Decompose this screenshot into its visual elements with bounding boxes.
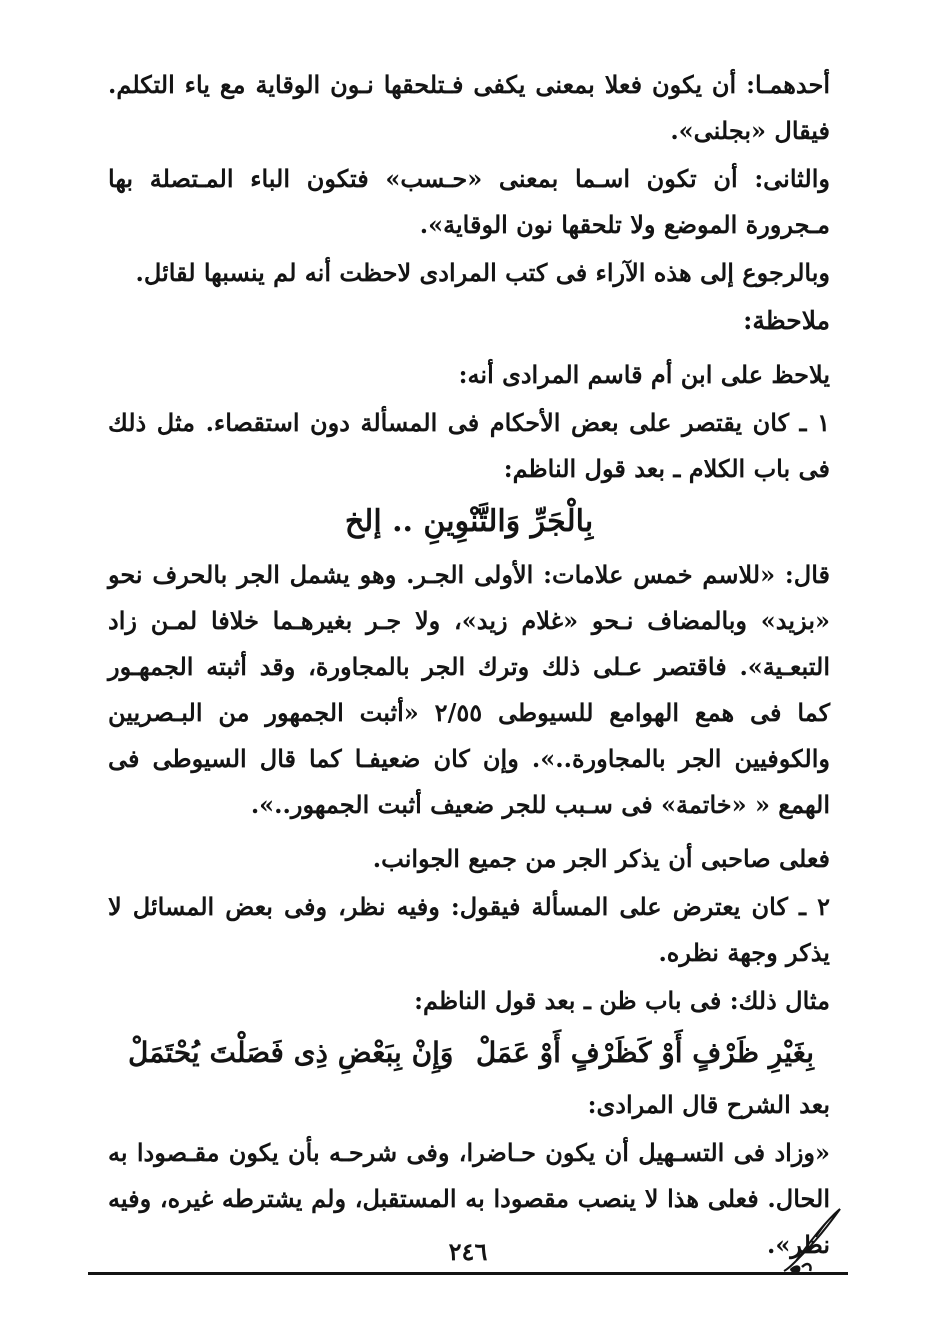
conclusion-paragraph: فعلى صاحبى أن يذكر الجر من جميع الجوانب. bbox=[372, 844, 830, 873]
paragraph-first-view: أحدهمـا: أن يكون فعلا بمعنى يكفى فـتلحقها نـون الوقاية مع ياء التكلم. فيقال «بجلنى». bbox=[108, 70, 830, 145]
example-intro: مثال ذلك: فى باب ظن ـ بعد قول الناظم: bbox=[414, 986, 830, 1015]
footer-rule bbox=[88, 1272, 848, 1275]
after-commentary-line: بعد الشرح قال المرادى: bbox=[587, 1090, 830, 1119]
verse-line: بِالْجَرِّ وَالتَّنْوِينِ .. إلخ bbox=[344, 504, 594, 539]
page-body bbox=[108, 62, 830, 1270]
page-footer bbox=[88, 1238, 848, 1298]
quote-paragraph-two: «وزاد فى التسـهيل أن يكون حـاضرا، وفى شرحـه بأن يكون مقـصودا به الحال. فعلى هذا لا ينصب مقصودا به المستقبل، ولم يشترطه غيره، وفيه نظر». bbox=[108, 1138, 830, 1259]
verse-first-hemistich: بِغَيْرِ ظَرْفٍ أَوْ كَظَرْفٍ أَوْ عَمَلْ bbox=[475, 1036, 814, 1069]
paragraph-second-view: والثانى: أن تكون اسـما بمعنى «حـسب» فتكون الباء المـتصلة بها مـجرورة الموضع ولا تلحقها نون الوقاية». bbox=[108, 164, 830, 239]
quote-paragraph: قال: «للاسم خمس علامات: الأولى الجـر. وهو يشمل الجر بالحرف نحو «بزيد» وبالمضاف نـحو «غلام زيد»، ولا جـر بغيرهـما خلافا لمـن زاد التبعـية». فاقتصر عـلى ذلك وترك الجر بالمجاورة، وقد أثبته الجمهـور كما فى همع الهوامع للسيوطى ٢/٥٥ «أثبت الجمهور من البـصريين والكوفيين الجر بالمجاورة..». وإن كان ضعيفـا كما قال السيوطى فى الهمع « «خاتمة» فى سـبب للجر ضعيف أثبت الجمهور..». bbox=[108, 560, 831, 819]
note-intro: يلاحظ على ابن أم قاسم المرادى أنه: bbox=[458, 360, 830, 389]
verse-second-hemistich: وَإِنْ بِبَعْضِ ذِى فَصَلْتَ يُحْتَمَلْ bbox=[128, 1036, 454, 1069]
note-heading: ملاحظة: bbox=[743, 306, 830, 335]
point-one: ١ ـ كان يقتصر على بعض الأحكام فى المسألة دون استقصاء. مثل ذلك فى باب الكلام ـ بعد قول الناظم: bbox=[108, 408, 830, 483]
page-number: ٢٤٦ bbox=[448, 1237, 488, 1266]
paragraph-review: وبالرجوع إلى هذه الآراء فى كتب المرادى لاحظت أنه لم ينسبها لقائل. bbox=[135, 258, 830, 287]
verse-couplet bbox=[108, 1028, 830, 1078]
point-two: ٢ ـ كان يعترض على المسألة فيقول: وفيه نظر، وفى بعض المسائل لا يذكر وجهة نظره. bbox=[108, 892, 830, 967]
